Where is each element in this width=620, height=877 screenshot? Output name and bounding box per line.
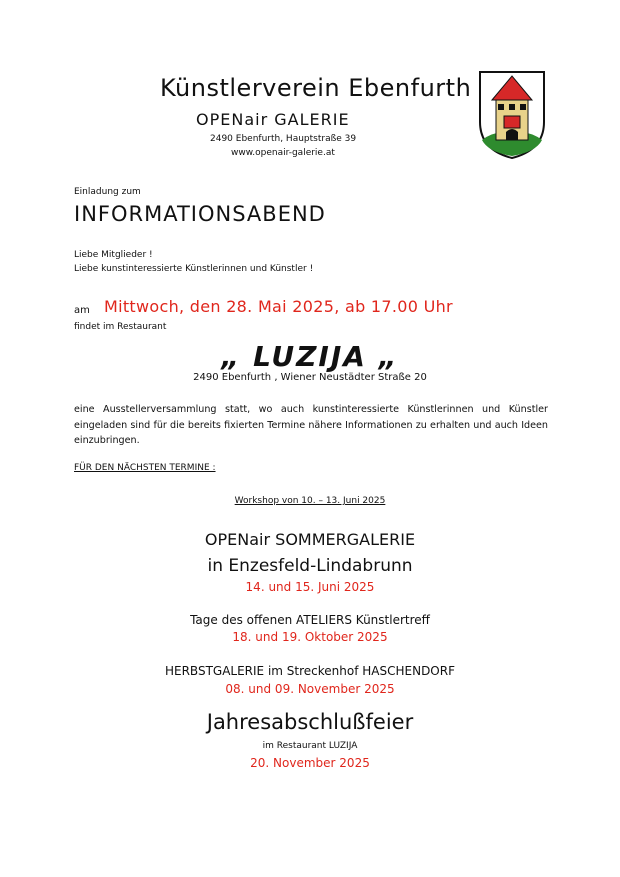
event-autumn-gallery-date: 08. und 09. November 2025 xyxy=(225,682,395,696)
page-title: INFORMATIONSABEND xyxy=(74,202,326,226)
event-summer-gallery-location: in Enzesfeld-Lindabrunn xyxy=(207,556,413,576)
event-year-end-location: im Restaurant LUZIJA xyxy=(262,741,358,751)
coat-of-arms-icon xyxy=(478,70,546,160)
event-year-end-title: Jahresabschlußfeier xyxy=(206,710,414,734)
event-autumn-gallery-title: HERBSTGALERIE im Streckenhof HASCHENDORF xyxy=(164,664,455,678)
event-summer-gallery-date: 14. und 15. Juni 2025 xyxy=(245,580,375,594)
body-paragraph: eine Ausstellerversammlung statt, wo auch kunstinteressierte Künstlerinnen und Künstler eingeladen sind für die bereits fixierten Termine nähere Informationen zu erhalten und auch Ideen einzubringen. xyxy=(74,404,548,446)
event-datetime: Mittwoch, den 28. Mai 2025, ab 17.00 Uhr xyxy=(104,297,453,316)
invitation-label: Einladung zum xyxy=(74,187,141,197)
greeting-members: Liebe Mitglieder ! xyxy=(74,250,153,260)
org-url[interactable]: www.openair-galerie.at xyxy=(231,148,335,158)
event-open-atelier-title: Tage des offenen ATELIERS Künstlertreff xyxy=(190,613,430,627)
event-year-end-date: 20. November 2025 xyxy=(250,756,370,770)
venue-address: 2490 Ebenfurth , Wiener Neustädter Straße 20 xyxy=(193,372,427,383)
venue-intro: findet im Restaurant xyxy=(74,322,167,332)
schedule-header: FÜR DEN NÄCHSTEN TERMINE : xyxy=(74,463,216,473)
event-open-atelier-date: 18. und 19. Oktober 2025 xyxy=(232,630,388,644)
greeting-artists: Liebe kunstinteressierte Künstlerinnen und Künstler ! xyxy=(74,264,314,274)
org-subtitle: OPENair GALERIE xyxy=(196,110,350,129)
event-summer-gallery-title: OPENair SOMMERGALERIE xyxy=(204,530,416,549)
workshop-line: Workshop von 10. – 13. Juni 2025 xyxy=(234,496,386,506)
org-name: Künstlerverein Ebenfurth xyxy=(160,74,472,102)
org-address: 2490 Ebenfurth, Hauptstraße 39 xyxy=(210,134,357,144)
date-prefix: am xyxy=(74,305,90,316)
venue-name: „ LUZIJA „ xyxy=(221,340,399,373)
